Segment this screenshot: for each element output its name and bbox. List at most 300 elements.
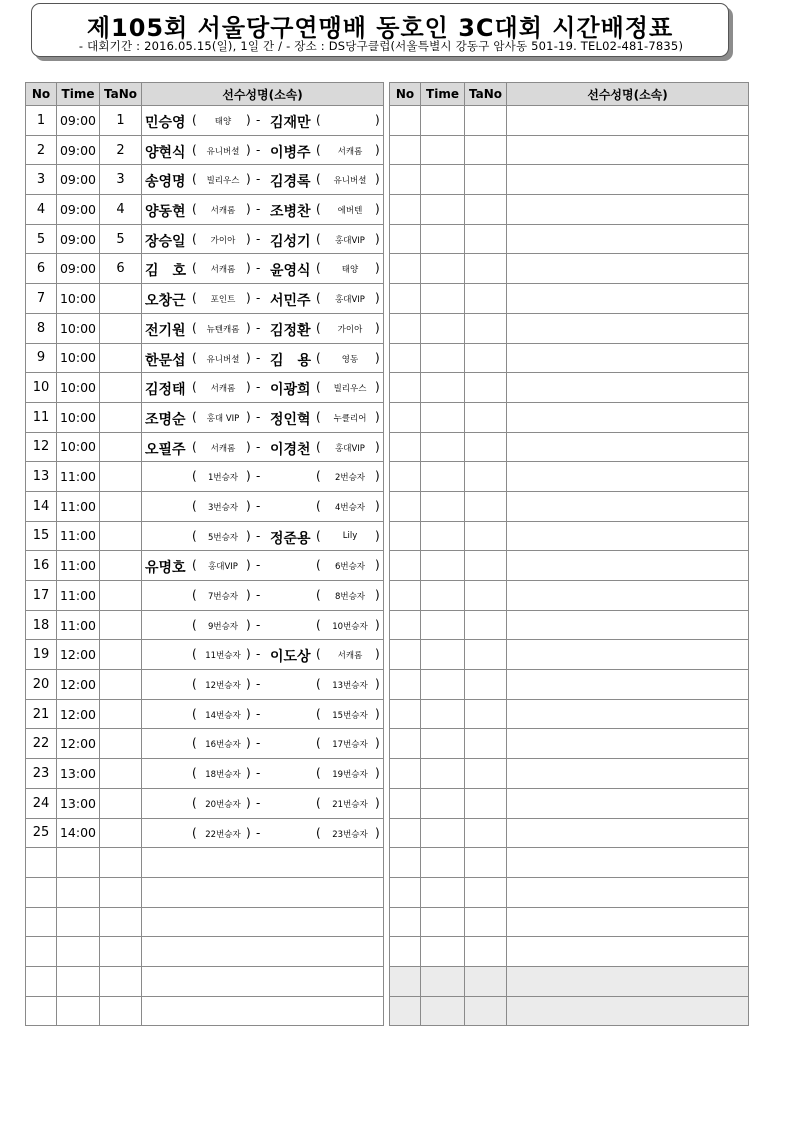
paren-open: (	[316, 617, 321, 632]
player-2-name: 이경천	[270, 441, 311, 458]
empty-row	[26, 848, 384, 878]
paren-open: (	[316, 320, 321, 335]
empty-row	[390, 581, 749, 611]
empty-cell	[465, 313, 507, 343]
empty-cell	[100, 937, 142, 967]
title-box	[31, 3, 729, 57]
empty-cell	[421, 907, 465, 937]
empty-cell	[390, 491, 421, 521]
match-number: 11	[26, 402, 57, 432]
paren-close: )	[246, 202, 251, 217]
player-1-club: 서캐롬	[210, 384, 236, 395]
player-2-name: 조병찬	[270, 204, 311, 221]
match-time: 11:00	[57, 491, 100, 521]
versus-dash: -	[256, 528, 261, 543]
empty-cell	[465, 788, 507, 818]
match-time: 12:00	[57, 640, 100, 670]
empty-cell	[465, 343, 507, 373]
player-2-name: 서민주	[270, 293, 311, 310]
empty-row	[26, 937, 384, 967]
paren-open: (	[316, 498, 321, 513]
empty-cell	[390, 106, 421, 136]
versus-dash: -	[256, 766, 261, 781]
paren-open: (	[192, 825, 197, 840]
match-number: 22	[26, 729, 57, 759]
player-1-club: 14번승자	[205, 710, 241, 721]
empty-cell	[421, 106, 465, 136]
empty-row	[390, 610, 749, 640]
table-number: 3	[100, 165, 142, 195]
paren-open: (	[316, 142, 321, 157]
versus-dash: -	[256, 261, 261, 276]
empty-cell	[507, 432, 749, 462]
empty-cell	[507, 135, 749, 165]
schedule-row	[26, 106, 384, 136]
match-players	[142, 254, 384, 284]
player-1-name: 양현식	[145, 144, 186, 161]
empty-cell	[507, 313, 749, 343]
paren-close: )	[246, 558, 251, 573]
paren-open: (	[316, 113, 321, 127]
empty-cell	[57, 877, 100, 907]
match-players	[142, 106, 384, 136]
player-2-club: 홍대VIP	[335, 295, 365, 306]
col-header-time: Time	[421, 83, 465, 106]
player-1-club: 홍대VIP	[208, 562, 238, 573]
empty-cell	[465, 254, 507, 284]
empty-cell	[421, 610, 465, 640]
player-2-name: 정준용	[270, 530, 311, 547]
empty-cell	[465, 699, 507, 729]
empty-cell	[390, 581, 421, 611]
empty-cell	[57, 996, 100, 1026]
empty-cell	[507, 343, 749, 373]
paren-open: (	[316, 825, 321, 840]
empty-cell	[26, 848, 57, 878]
match-number: 23	[26, 759, 57, 789]
schedule-row	[26, 759, 384, 789]
table-number	[100, 521, 142, 551]
player-1-name: 송영명	[145, 174, 186, 191]
empty-cell	[100, 848, 142, 878]
match-time: 09:00	[57, 135, 100, 165]
match-time: 11:00	[57, 551, 100, 581]
match-number: 10	[26, 373, 57, 403]
versus-dash: -	[256, 498, 261, 513]
empty-cell	[465, 640, 507, 670]
player-1-club: 태양	[214, 117, 232, 127]
match-players	[142, 818, 384, 848]
paren-open: (	[192, 350, 197, 365]
empty-cell	[390, 848, 421, 878]
empty-cell	[390, 402, 421, 432]
empty-cell	[421, 818, 465, 848]
paren-open: (	[192, 706, 197, 721]
player-1-name: 한문섭	[145, 352, 186, 369]
match-number: 25	[26, 818, 57, 848]
paren-open: (	[316, 380, 321, 395]
empty-cell	[465, 195, 507, 225]
empty-cell	[507, 491, 749, 521]
empty-row	[390, 432, 749, 462]
paren-close: )	[246, 647, 251, 662]
versus-dash: -	[256, 380, 261, 395]
player-1-name: 김 호	[145, 263, 187, 280]
empty-cell	[507, 610, 749, 640]
player-1-club: 유니버셜	[206, 146, 240, 157]
paren-close: )	[375, 439, 380, 454]
empty-cell	[421, 521, 465, 551]
empty-cell	[390, 135, 421, 165]
empty-cell	[390, 759, 421, 789]
table-number	[100, 462, 142, 492]
empty-cell	[421, 224, 465, 254]
paren-open: (	[192, 231, 197, 246]
player-2-club: 10번승자	[332, 621, 368, 632]
player-1-club: 서캐롬	[210, 443, 236, 454]
empty-cell	[465, 491, 507, 521]
empty-cell	[507, 224, 749, 254]
empty-cell	[100, 996, 142, 1026]
schedule-row	[26, 581, 384, 611]
player-1-club: 9번승자	[207, 621, 239, 632]
match-time: 11:00	[57, 462, 100, 492]
paren-open: (	[192, 202, 197, 217]
versus-dash: -	[256, 113, 261, 127]
event-info: - 대회기간 : 2016.05.15(일), 1일 간 / - 장소 : DS당구클럽(서울특별시 강동구 암사동 501-19. TEL02-481-7835)	[78, 39, 684, 53]
player-2-club: 누클리어	[333, 413, 367, 424]
player-1-club: 5번승자	[207, 532, 239, 543]
player-1-name: 김정태	[145, 382, 186, 399]
schedule-row	[26, 224, 384, 254]
empty-cell	[507, 907, 749, 937]
match-time: 09:00	[57, 254, 100, 284]
empty-cell	[57, 937, 100, 967]
versus-dash: -	[256, 706, 261, 721]
match-number: 19	[26, 640, 57, 670]
col-header-tano: TaNo	[100, 83, 142, 106]
match-time: 09:00	[57, 106, 100, 136]
empty-row	[390, 373, 749, 403]
empty-cell	[421, 135, 465, 165]
versus-dash: -	[256, 202, 261, 217]
schedule-row	[26, 699, 384, 729]
col-header-match: 선수성명(소속)	[142, 83, 384, 106]
player-2-club: 13번승자	[332, 681, 368, 692]
empty-cell	[465, 877, 507, 907]
empty-cell	[507, 759, 749, 789]
empty-cell	[142, 848, 384, 878]
paren-open: (	[192, 291, 197, 306]
col-header-no: No	[26, 83, 57, 106]
schedule-row	[26, 818, 384, 848]
empty-row	[390, 254, 749, 284]
col-header-tano: TaNo	[465, 83, 507, 106]
empty-cell	[421, 402, 465, 432]
paren-open: (	[316, 766, 321, 781]
match-number: 16	[26, 551, 57, 581]
match-time: 12:00	[57, 670, 100, 700]
empty-cell	[390, 907, 421, 937]
empty-cell	[142, 966, 384, 996]
paren-close: )	[246, 825, 251, 840]
match-number: 17	[26, 581, 57, 611]
match-time: 10:00	[57, 313, 100, 343]
empty-row	[390, 699, 749, 729]
player-2-club: 2번승자	[334, 473, 366, 484]
match-players	[142, 610, 384, 640]
paren-open: (	[316, 172, 321, 187]
empty-cell	[421, 491, 465, 521]
paren-close: )	[375, 677, 380, 692]
player-1-club: 20번승자	[205, 799, 241, 810]
versus-dash: -	[256, 142, 261, 157]
table-number	[100, 670, 142, 700]
match-number: 15	[26, 521, 57, 551]
table-number	[100, 759, 142, 789]
empty-cell	[390, 343, 421, 373]
paren-close: )	[246, 528, 251, 543]
paren-open: (	[316, 736, 321, 751]
paren-open: (	[316, 202, 321, 217]
empty-cell	[465, 551, 507, 581]
versus-dash: -	[256, 825, 261, 840]
empty-cell	[142, 937, 384, 967]
empty-cell	[421, 759, 465, 789]
empty-cell	[421, 937, 465, 967]
match-players	[142, 521, 384, 551]
player-1-club: 뉴텐캐롬	[206, 324, 240, 335]
empty-cell	[507, 284, 749, 314]
empty-cell	[507, 818, 749, 848]
table-number	[100, 343, 142, 373]
empty-cell	[421, 165, 465, 195]
match-players	[142, 640, 384, 670]
empty-cell	[390, 937, 421, 967]
match-number: 8	[26, 313, 57, 343]
empty-row	[390, 106, 749, 136]
match-time: 09:00	[57, 224, 100, 254]
empty-cell	[390, 313, 421, 343]
empty-cell	[390, 195, 421, 225]
empty-row	[390, 284, 749, 314]
table-number	[100, 402, 142, 432]
paren-open: (	[192, 795, 197, 810]
versus-dash: -	[256, 409, 261, 424]
empty-cell	[465, 818, 507, 848]
empty-cell	[507, 640, 749, 670]
empty-cell	[507, 581, 749, 611]
table-number	[100, 729, 142, 759]
match-number: 1	[26, 106, 57, 136]
paren-open: (	[316, 409, 321, 424]
paren-open: (	[316, 795, 321, 810]
empty-cell	[421, 343, 465, 373]
player-1-club: 홍대 VIP	[206, 413, 240, 424]
empty-cell	[390, 996, 421, 1026]
table-number: 5	[100, 224, 142, 254]
empty-row	[390, 551, 749, 581]
match-number: 6	[26, 254, 57, 284]
empty-cell	[507, 996, 749, 1026]
paren-open: (	[316, 677, 321, 692]
empty-row	[390, 135, 749, 165]
empty-cell	[390, 818, 421, 848]
player-1-name: 양동현	[145, 204, 186, 221]
empty-cell	[507, 877, 749, 907]
match-number: 13	[26, 462, 57, 492]
paren-close: )	[246, 677, 251, 692]
empty-cell	[507, 848, 749, 878]
schedule-row	[26, 254, 384, 284]
empty-cell	[390, 729, 421, 759]
schedule-row	[26, 491, 384, 521]
empty-cell	[390, 877, 421, 907]
match-number: 20	[26, 670, 57, 700]
paren-close: )	[246, 350, 251, 365]
paren-close: )	[246, 409, 251, 424]
header-row	[26, 83, 384, 106]
match-time: 11:00	[57, 581, 100, 611]
versus-dash: -	[256, 558, 261, 573]
paren-open: (	[316, 231, 321, 246]
table-number	[100, 373, 142, 403]
table-number	[100, 610, 142, 640]
empty-cell	[421, 996, 465, 1026]
paren-close: )	[246, 320, 251, 335]
empty-row	[390, 966, 749, 996]
player-2-club: 6번승자	[334, 562, 366, 573]
player-2-club: 영동	[341, 354, 359, 365]
paren-close: )	[246, 291, 251, 306]
versus-dash: -	[256, 320, 261, 335]
table-number	[100, 491, 142, 521]
player-2-name: 김정환	[270, 322, 311, 339]
empty-row	[390, 343, 749, 373]
empty-row	[390, 670, 749, 700]
empty-cell	[507, 670, 749, 700]
empty-cell	[421, 699, 465, 729]
empty-row	[26, 907, 384, 937]
empty-cell	[100, 877, 142, 907]
schedule-table-left	[25, 82, 384, 1026]
paren-close: )	[375, 647, 380, 662]
paren-close: )	[375, 231, 380, 246]
match-number: 9	[26, 343, 57, 373]
match-players	[142, 551, 384, 581]
empty-cell	[507, 373, 749, 403]
match-time: 10:00	[57, 284, 100, 314]
schedule-row	[26, 284, 384, 314]
match-players	[142, 343, 384, 373]
player-2-club: 유니버셜	[333, 176, 367, 187]
empty-cell	[421, 788, 465, 818]
empty-cell	[465, 966, 507, 996]
match-time: 14:00	[57, 818, 100, 848]
player-1-club: 18번승자	[205, 770, 241, 781]
paren-close: )	[375, 202, 380, 217]
player-1-club: 1번승자	[207, 473, 239, 484]
match-time: 12:00	[57, 729, 100, 759]
empty-cell	[421, 848, 465, 878]
player-2-name: 김재만	[270, 115, 311, 131]
empty-row	[390, 491, 749, 521]
player-2-club: 태양	[341, 265, 359, 276]
paren-close: )	[375, 113, 380, 127]
paren-close: )	[375, 766, 380, 781]
player-2-club: 빌리우스	[333, 384, 367, 395]
paren-open: (	[192, 380, 197, 395]
empty-cell	[465, 224, 507, 254]
paren-open: (	[192, 320, 197, 335]
header-row	[390, 83, 749, 106]
paren-open: (	[192, 439, 197, 454]
paren-open: (	[316, 647, 321, 662]
player-1-name: 오필주	[145, 441, 186, 458]
paren-open: (	[192, 113, 197, 127]
schedule-row	[26, 729, 384, 759]
match-time: 10:00	[57, 343, 100, 373]
schedule-row	[26, 135, 384, 165]
table-number	[100, 788, 142, 818]
match-time: 10:00	[57, 402, 100, 432]
paren-close: )	[246, 113, 251, 127]
empty-cell	[507, 106, 749, 136]
empty-cell	[421, 966, 465, 996]
match-players	[142, 284, 384, 314]
empty-row	[390, 729, 749, 759]
col-header-no: No	[390, 83, 421, 106]
empty-cell	[465, 937, 507, 967]
paren-close: )	[375, 350, 380, 365]
player-1-club: 서캐롬	[210, 206, 236, 217]
paren-close: )	[375, 736, 380, 751]
paren-open: (	[316, 469, 321, 484]
empty-cell	[465, 106, 507, 136]
schedule-row	[26, 343, 384, 373]
empty-row	[390, 165, 749, 195]
empty-cell	[465, 432, 507, 462]
paren-close: )	[375, 172, 380, 187]
table-number	[100, 581, 142, 611]
player-1-club: 3번승자	[207, 502, 239, 513]
empty-cell	[142, 907, 384, 937]
player-1-name: 전기원	[145, 322, 186, 339]
match-players	[142, 699, 384, 729]
paren-open: (	[192, 528, 197, 543]
match-number: 14	[26, 491, 57, 521]
paren-open: (	[192, 558, 197, 573]
empty-cell	[390, 640, 421, 670]
player-1-club: 7번승자	[207, 592, 239, 602]
empty-row	[390, 402, 749, 432]
paren-close: )	[246, 231, 251, 246]
player-1-club: 11번승자	[205, 651, 241, 662]
empty-cell	[390, 254, 421, 284]
match-players	[142, 224, 384, 254]
paren-close: )	[246, 795, 251, 810]
empty-cell	[465, 373, 507, 403]
empty-cell	[507, 699, 749, 729]
match-players	[142, 788, 384, 818]
match-time: 10:00	[57, 373, 100, 403]
empty-cell	[465, 135, 507, 165]
paren-open: (	[316, 350, 321, 365]
paren-close: )	[375, 261, 380, 276]
paren-open: (	[192, 617, 197, 632]
player-1-name: 유명호	[145, 560, 186, 577]
empty-cell	[507, 551, 749, 581]
